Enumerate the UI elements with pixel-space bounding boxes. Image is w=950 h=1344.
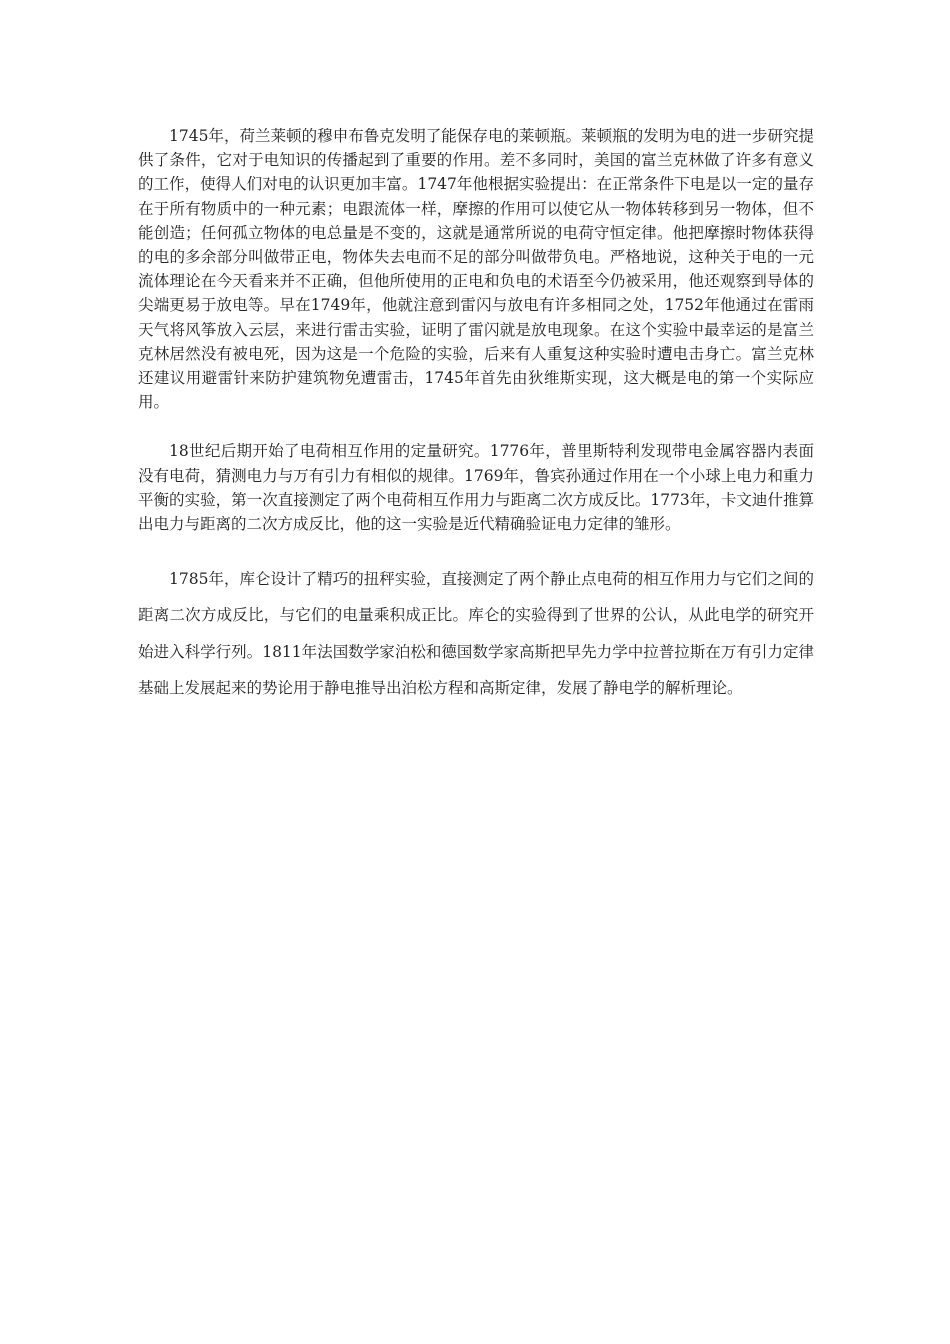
document-body <box>138 124 814 706</box>
paragraph-quantitative-research: 18世纪后期开始了电荷相互作用的定量研究。1776年，普里斯特利发现带电金属容器内表面没有电荷，猜测电力与万有引力有相似的规律。1769年，鲁宾孙通过作用在一个小球上电力和重力平衡的实验，第一次直接测定了两个电荷相互作用力与距离二次方成反比。1773年，卡文迪什推算出电力与距离的二次方成反比，他的这一实验是近代精确验证电力定律的雏形。 <box>138 442 814 534</box>
paragraph-coulomb-experiment: 1785年，库仑设计了精巧的扭秤实验，直接测定了两个静止点电荷的相互作用力与它们之间的距离二次方成反比，与它们的电量乘积成正比。库仑的实验得到了世界的公认，从此电学的研究开始进入科学行列。1811年法国数学家泊松和德国数学家高斯把早先力学中拉普拉斯在万有引力定律基础上发展起来的势论用于静电推导出泊松方程和高斯定律，发展了静电学的解析理论。 <box>138 570 814 697</box>
paragraph-leyden-jar-franklin: 1745年，荷兰莱顿的穆申布鲁克发明了能保存电的莱顿瓶。莱顿瓶的发明为电的进一步研究提供了条件，它对于电知识的传播起到了重要的作用。差不多同时，美国的富兰克林做了许多有意义的工作，使得人们对电的认识更加丰富。1747年他根据实验提出：在正常条件下电是以一定的量存在于所有物质中的一种元素；电跟流体一样，摩擦的作用可以使它从一物体转移到另一物体，但不能创造；任何孤立物体的电总量是不变的，这就是通常所说的电荷守恒定律。他把摩擦时物体获得的电的多余部分叫做带正电，物体失去电而不足的部分叫做带负电。严格地说，这种关于电的一元流体理论在今天看来并不正确，但他所使用的正电和负电的术语至今仍被采用，他还观察到导体的尖端更易于放电等。早在1749年，他就注意到雷闪与放电有许多相同之处，1752年他通过在雷雨天气将风筝放入云层，来进行雷击实验，证明了雷闪就是放电现象。在这个实验中最幸运的是富兰克林居然没有被电死，因为这是一个危险的实验，后来有人重复这种实验时遭电击身亡。富兰克林还建议用避雷针来防护建筑物免遭雷击，1745年首先由狄维斯实现，这大概是电的第一个实际应用。 <box>138 127 814 412</box>
